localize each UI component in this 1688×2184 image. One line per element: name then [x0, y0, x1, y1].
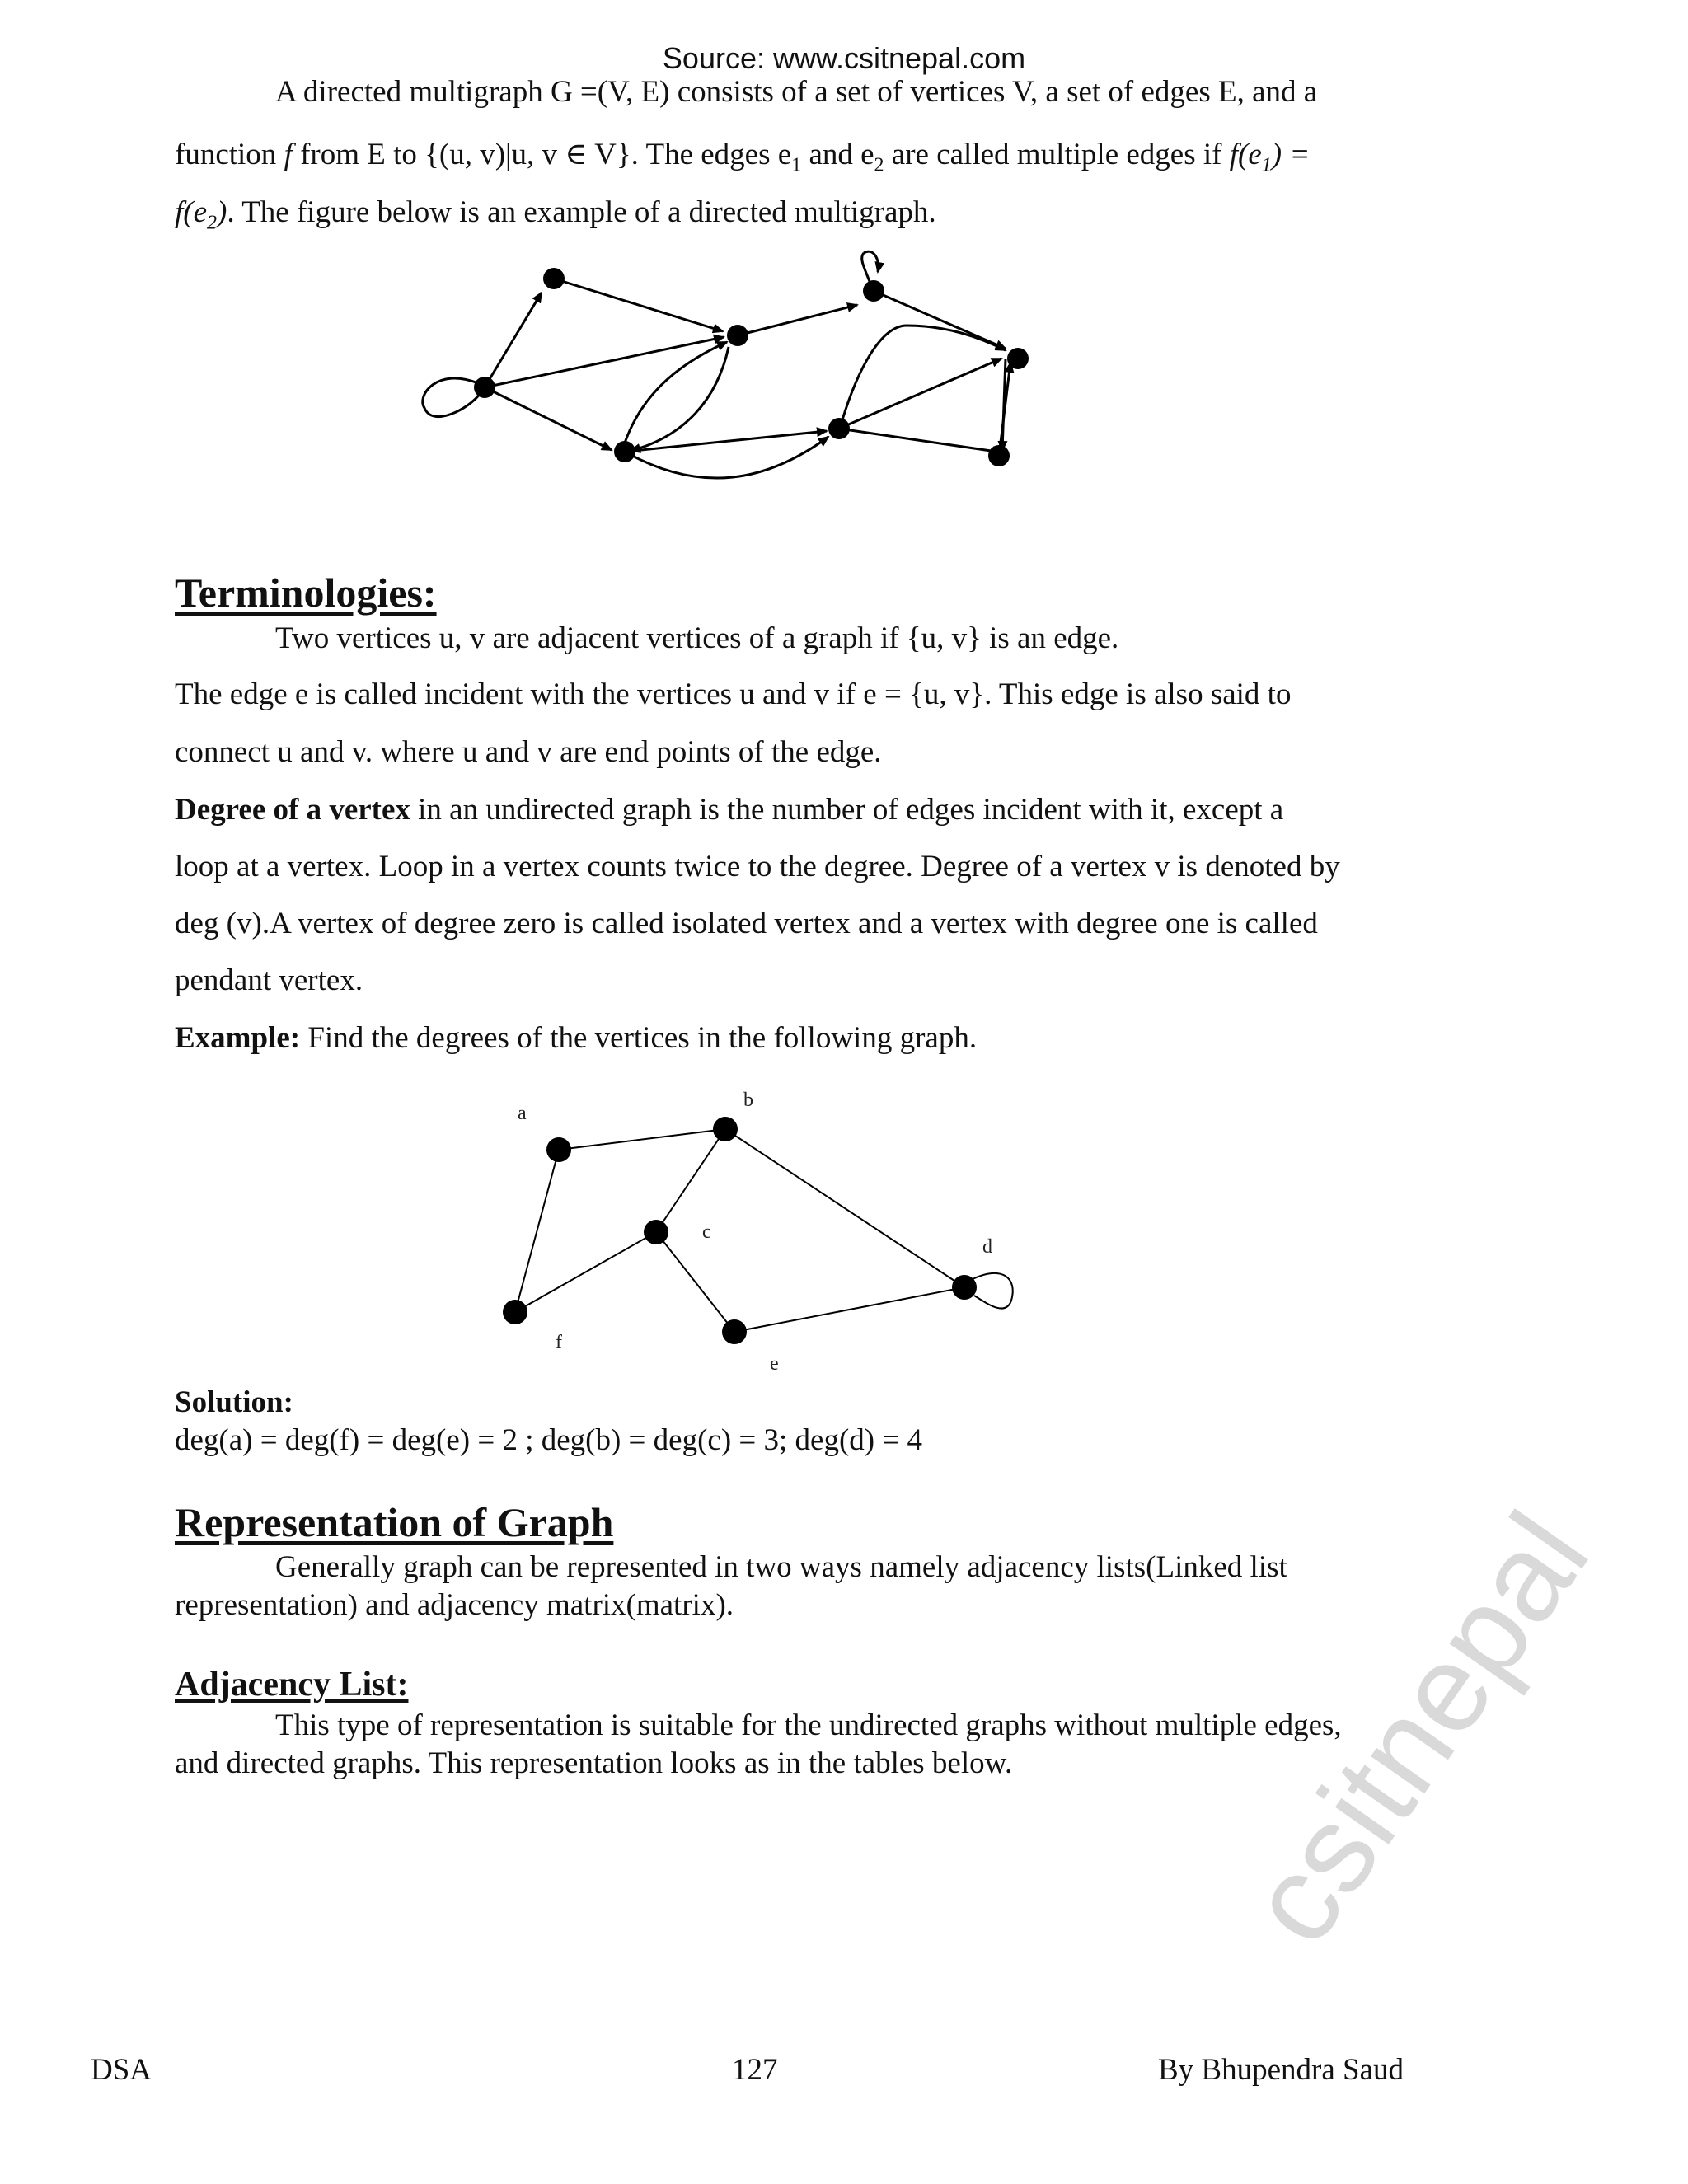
label-b: b — [743, 1090, 753, 1111]
terminologies-p4 — [175, 794, 1283, 827]
vertex-a — [546, 1137, 571, 1162]
watermark: csitnepal — [1221, 1488, 1615, 1968]
vertex — [727, 325, 748, 346]
intro-line-3 — [175, 196, 936, 239]
adjacency-list-heading: Adjacency List: — [175, 1666, 409, 1704]
italic-text: f(e — [1229, 138, 1262, 171]
subscript: 1 — [1261, 154, 1272, 176]
terminologies-heading: Terminologies: — [175, 569, 437, 616]
directed-multigraph-figure — [412, 243, 1071, 507]
bold-term: Example: — [175, 1021, 301, 1055]
terminologies-p5: loop at a vertex. Loop in a vertex counts twice to the degree. Degree of a vertex v is denoted by — [175, 850, 1340, 883]
italic-f: f — [284, 138, 293, 171]
label-a: a — [518, 1103, 527, 1124]
representation-line-2: representation) and adjacency matrix(matrix). — [175, 1588, 734, 1622]
vertex — [863, 280, 884, 302]
subscript: 2 — [207, 212, 218, 234]
vertex-e — [722, 1319, 747, 1344]
text: . The figure below is an example of a directed multigraph. — [227, 195, 936, 229]
terminologies-p7: pendant vertex. — [175, 963, 363, 997]
subscript: 1 — [791, 154, 802, 176]
label-d: d — [982, 1236, 992, 1258]
vertex-b — [713, 1117, 738, 1141]
italic-text: f(e — [175, 195, 208, 229]
example-line — [175, 1022, 977, 1055]
terminologies-p3: connect u and v. where u and v are end points of the edge. — [175, 735, 882, 769]
vertex — [1007, 348, 1029, 369]
text: from E to {(u, v)|u, v ∈ V}. The edges e — [292, 138, 792, 171]
text: in an undirected graph is the number of edges incident with it, except a — [410, 793, 1284, 827]
vertex — [988, 445, 1010, 466]
representation-heading: Representation of Graph — [175, 1499, 614, 1545]
vertex — [543, 268, 565, 289]
label-e: e — [770, 1353, 779, 1375]
source-header: Source: www.csitnepal.com — [662, 41, 1026, 75]
vertex-d — [952, 1275, 977, 1300]
terminologies-p6: deg (v).A vertex of degree zero is called isolated vertex and a vertex with degree one is called — [175, 907, 1318, 940]
intro-line-1: A directed multigraph G =(V, E) consists of a set of vertices V, a set of edges E, and a — [275, 75, 1318, 109]
page-number: 127 — [732, 2053, 778, 2087]
intro-line-2 — [175, 138, 1310, 181]
label-f: f — [556, 1332, 562, 1353]
text: and e — [801, 138, 874, 171]
adjacency-line-1: This type of representation is suitable for the undirected graphs without multiple edges, — [275, 1708, 1342, 1742]
text: are called multiple edges if — [884, 138, 1230, 171]
terminologies-p2: The edge e is called incident with the vertices u and v if e = {u, v}. This edge is also said to — [175, 677, 1292, 711]
subscript: 2 — [874, 154, 884, 176]
vertex — [474, 377, 495, 398]
text: Find the degrees of the vertices in the following graph. — [300, 1021, 978, 1055]
solution-label: Solution: — [175, 1385, 293, 1419]
footer-author: By Bhupendra Saud — [1158, 2053, 1404, 2087]
label-c: c — [702, 1221, 711, 1243]
italic-text: ) = — [1271, 138, 1311, 171]
representation-line-1: Generally graph can be represented in two ways namely adjacency lists(Linked list — [275, 1550, 1287, 1584]
vertex-f — [503, 1300, 528, 1324]
terminologies-p1: Two vertices u, v are adjacent vertices of a graph if {u, v} is an edge. — [275, 621, 1119, 655]
text: function — [175, 138, 284, 171]
undirected-graph-figure — [495, 1080, 1030, 1393]
solution-text: deg(a) = deg(f) = deg(e) = 2 ; deg(b) = deg(c) = 3; deg(d) = 4 — [175, 1423, 922, 1457]
bold-term: Degree of a vertex — [175, 793, 410, 827]
vertex — [614, 441, 635, 462]
italic-text: ) — [217, 195, 227, 229]
adjacency-line-2: and directed graphs. This representation looks as in the tables below. — [175, 1746, 1013, 1780]
vertex — [828, 418, 850, 439]
footer-left: DSA — [91, 2053, 152, 2087]
vertex-c — [644, 1220, 668, 1244]
